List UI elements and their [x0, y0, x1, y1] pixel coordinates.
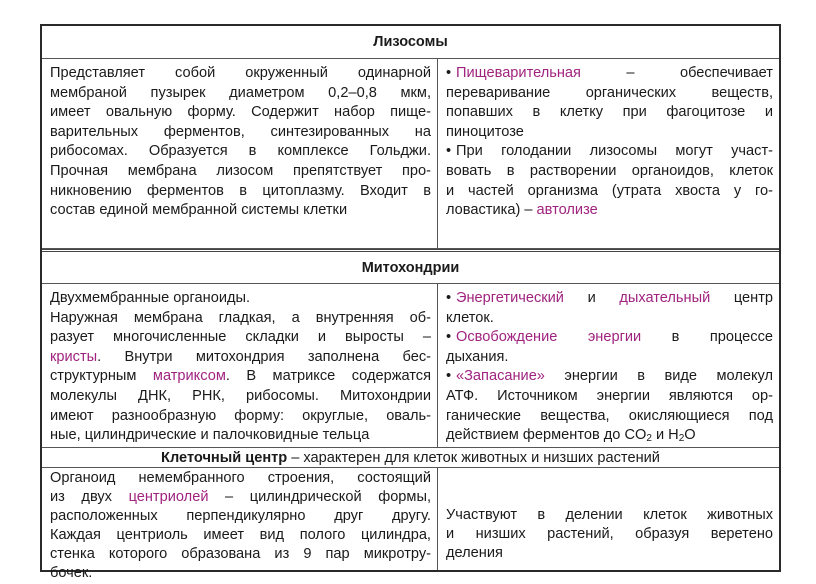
bullet-icon: •	[446, 290, 452, 306]
text-line: ганические вещества, окисляющиеся под	[446, 407, 773, 424]
text-line: дыхания.	[446, 348, 509, 365]
centrosome-functions	[438, 468, 779, 570]
bullet-icon: •	[446, 329, 452, 346]
text-line: Органоид немембранного строения, состоящий	[50, 470, 431, 486]
lysosomes-row	[42, 59, 779, 249]
text-line	[446, 201, 773, 221]
text-line: пиноцитозе	[446, 123, 524, 140]
bullet-icon: •	[446, 368, 452, 385]
text-line: молекулы ДНК, РНК, рибосомы. Митохондрии	[50, 387, 431, 404]
text-line: ные, цилиндрические и палочковидные тельца	[50, 427, 370, 444]
text-line	[446, 426, 773, 449]
text-line: имеет овальную форму. Содержит набор пище-	[50, 104, 431, 121]
text-line: разует многочисленные складки и выросты –	[50, 329, 431, 346]
term-autolysis: автолизе	[536, 202, 598, 219]
text-fragment: центр	[710, 290, 774, 306]
text-fragment: . В матриксе содержатся	[225, 368, 431, 385]
mitochondria-title: Митохондрии	[361, 259, 460, 276]
bullet-line	[446, 142, 773, 162]
term-cristae: кристы	[50, 348, 98, 365]
text-line: Наружная мембрана гладкая, а внутренняя об-	[50, 309, 431, 326]
text-fragment: ловастика) –	[446, 202, 537, 219]
centrosome-description	[42, 468, 438, 581]
term-digestive: Пищеварительная	[456, 65, 581, 81]
text-line: вовать в растворении органоидов, клеток	[446, 162, 773, 179]
mitochondria-row	[42, 284, 779, 448]
text-line: мембраной пузырек диаметром 0,2–0,8 мкм,	[50, 84, 431, 101]
mitochondria-description	[42, 284, 438, 447]
bullet-icon: •	[446, 143, 452, 160]
centrosome-subtitle: – характерен для клеток животных и низших растений	[287, 450, 660, 466]
text-fragment: в процессе	[641, 329, 773, 346]
text-fragment: из двух	[50, 489, 129, 505]
lysosomes-functions	[438, 59, 779, 248]
text-line: АТФ. Источником энергии являются ор-	[446, 387, 773, 404]
mitochondria-functions	[438, 284, 779, 447]
text-line	[50, 348, 431, 368]
text-line: Участвуют в делении клеток животных	[446, 507, 773, 523]
text-fragment: действием ферментов до CO	[446, 427, 647, 444]
text-line: деления	[446, 545, 503, 561]
text-fragment: O	[684, 427, 696, 444]
bullet-icon: •	[446, 65, 452, 81]
text-line: попавших в клетку при фагоцитозе и	[446, 104, 773, 121]
term-energy: Энергетический	[456, 290, 564, 306]
text-line: расположенных перпендикулярно друг другу.	[50, 508, 431, 524]
text-line	[50, 367, 431, 387]
text-line: и частей организма (утрата хвоста у го-	[446, 182, 773, 199]
centrosome-row	[42, 468, 779, 581]
bullet-line	[446, 328, 773, 348]
text-line: Каждая центриоль имеет вид полого цилиндра,	[50, 527, 431, 543]
text-fragment: структурным	[50, 368, 153, 385]
text-line	[50, 488, 431, 507]
text-line: и низших растений, образуя веретено	[446, 526, 773, 542]
text-fragment: – обеспечивает	[580, 65, 773, 81]
lysosomes-description	[42, 59, 438, 248]
term-respiratory: дыхательный	[619, 290, 711, 306]
subscript: 2	[678, 433, 685, 445]
mitochondria-header	[42, 249, 779, 284]
text-fragment: и H	[651, 427, 679, 444]
subscript: 2	[646, 433, 652, 445]
lysosomes-title: Лизосомы	[373, 34, 448, 50]
text-fragment: При голодании лизосомы могут участ-	[456, 143, 773, 160]
centrosome-header	[42, 448, 779, 468]
text-line: никновению ферментов в цитоплазму. Входит в	[50, 182, 431, 199]
term-matrix: матриксом	[152, 368, 226, 385]
text-line: имеют разнообразную форму: округлые, оваль-	[50, 407, 431, 424]
term-energy-release: Освобождение энергии	[456, 329, 642, 346]
text-line: бочек.	[50, 565, 93, 581]
text-line: рибосомах. Образуется в комплексе Гольджи.	[50, 143, 431, 160]
lysosomes-header	[42, 26, 779, 59]
text-line: переваривание органических веществ,	[446, 84, 773, 101]
bullet-line	[446, 289, 773, 309]
text-line: состав единой мембранной системы клетки	[50, 202, 348, 219]
term-centrioles: центриолей	[128, 489, 209, 505]
text-line: стенка которого образована из 9 пар микротру-	[50, 546, 431, 562]
text-line: Двухмембранные органоиды.	[50, 290, 251, 306]
term-storage: «Запасание»	[456, 368, 545, 385]
organelles-table	[40, 24, 781, 581]
bullet-line	[446, 367, 773, 387]
text-line: Представляет собой окруженный одинарной	[50, 65, 431, 81]
text-line: Прочная мембрана лизосом препятствует про-	[50, 162, 431, 179]
text-fragment: – цилиндрической формы,	[208, 489, 432, 505]
centrosome-title: Клеточный центр	[161, 450, 288, 466]
text-line: варительных ферментов, синтезированных на	[50, 123, 431, 140]
text-fragment: . Внутри митохондрия заполнена бес-	[97, 348, 431, 365]
text-fragment: и	[563, 290, 620, 306]
bullet-line	[446, 64, 773, 84]
text-fragment: энергии в виде молекул	[544, 368, 773, 385]
text-line: клеток.	[446, 309, 494, 326]
